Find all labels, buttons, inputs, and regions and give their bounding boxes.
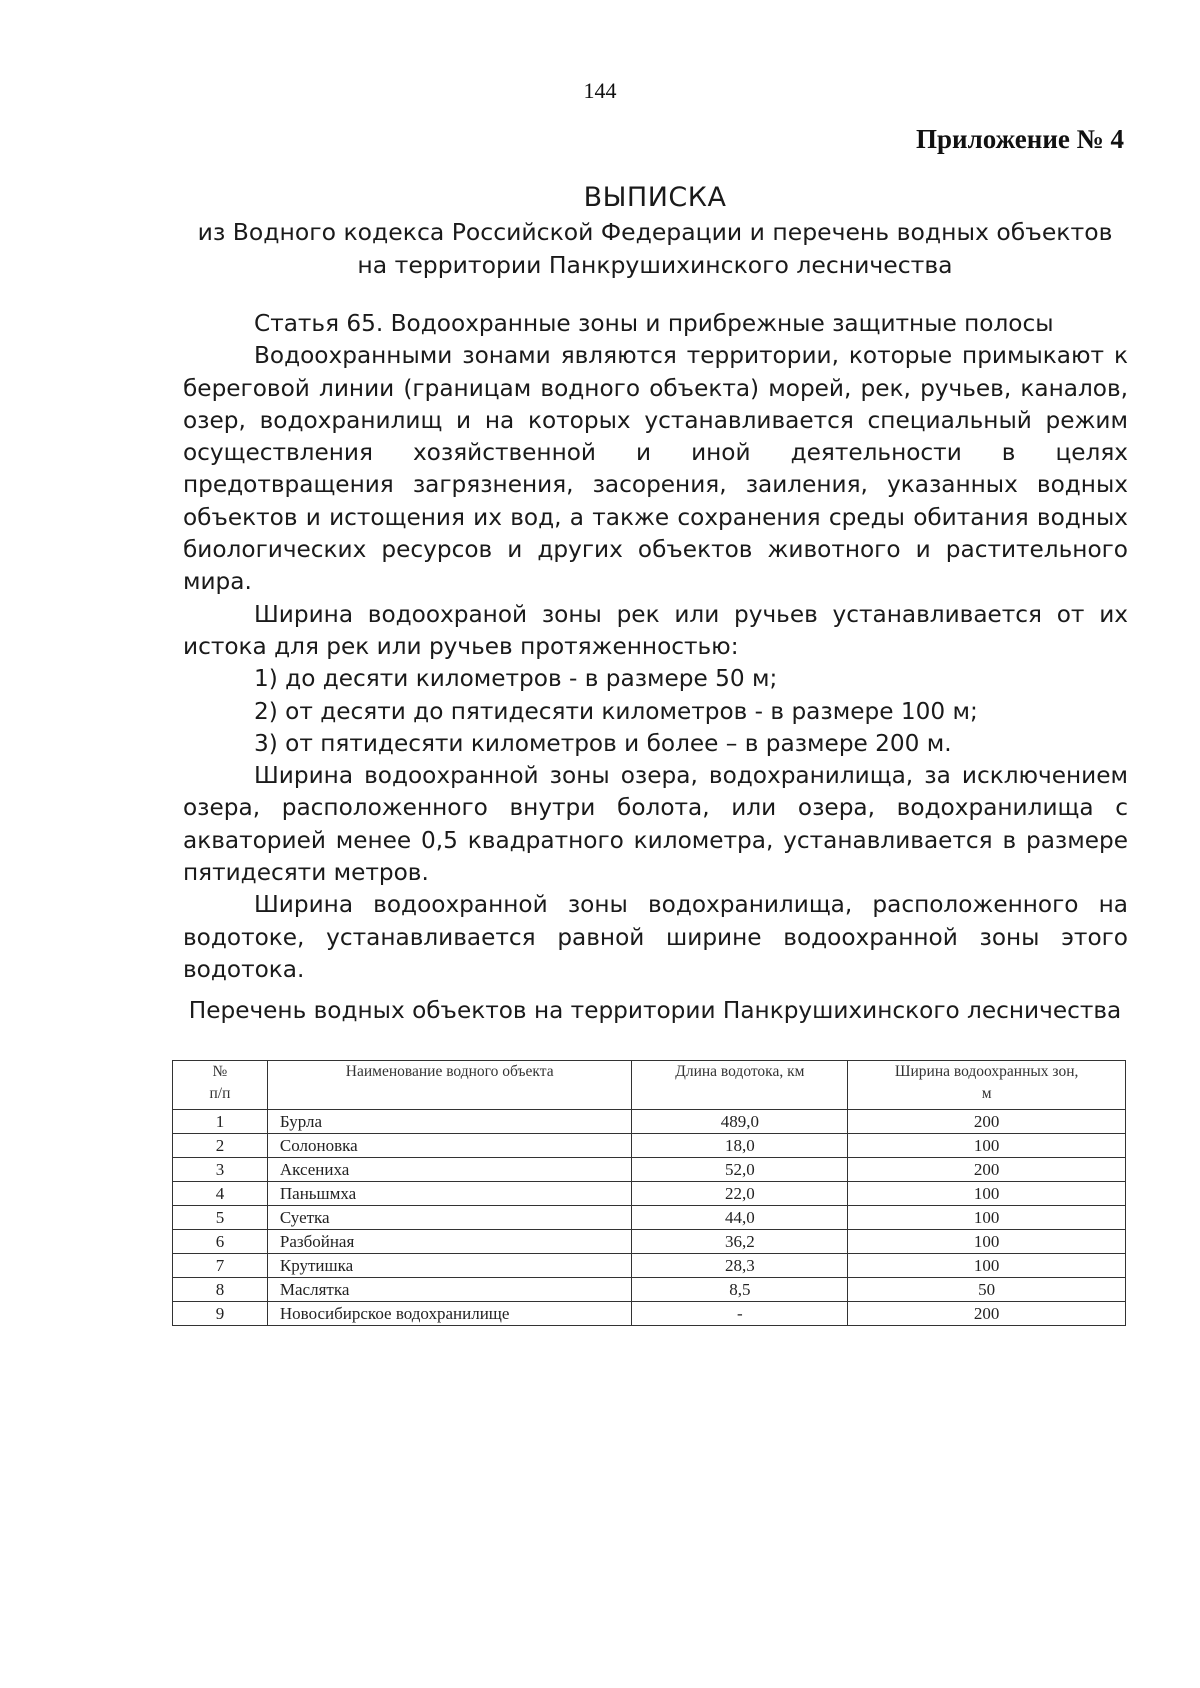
cell-name: Бурла (267, 1110, 632, 1134)
cell-width: 100 (848, 1134, 1126, 1158)
header-length: Длина водотока, км (632, 1061, 848, 1110)
cell-name: Новосибирское водохранилище (267, 1302, 632, 1326)
paragraph-1: Водоохранными зонами являются территории, которые примыкают к береговой линии (границам водного объекта) морей, рек, ручьев, каналов, озер, водохранилищ и на которых устанавливается специальный режим осуществления хозяйственной и иной деятельности в целях предотвращения загрязнения, засорения, заиления, указанных водных объектов и истощения их вод, а также сохранения среды обитания водных биологических ресурсов и других объектов животного и растительного мира. (183, 342, 1128, 596)
table-row (173, 1158, 1126, 1182)
cell-width: 200 (848, 1302, 1126, 1326)
list-item-3: 3) от пятидесяти километров и более – в размере 200 м. (254, 729, 952, 757)
cell-width: 200 (848, 1158, 1126, 1182)
table-header-row (173, 1061, 1126, 1110)
table-row (173, 1230, 1126, 1254)
cell-width: 50 (848, 1278, 1126, 1302)
header-num (173, 1061, 268, 1110)
water-objects-table (172, 1060, 1126, 1326)
cell-width: 200 (848, 1110, 1126, 1134)
list-item-1: 1) до десяти километров - в размере 50 м; (254, 665, 778, 693)
cell-length: - (632, 1302, 848, 1326)
header-num-line1: № (212, 1063, 228, 1080)
paragraph-2: Ширина водоохраной зоны рек или ручьев устанавливается от их истока для рек или ручьев протяженностью: (183, 600, 1128, 660)
paragraph-3: Ширина водоохранной зоны озера, водохранилища, за исключением озера, расположенного внутри болота, или озера, водохранилища с акваторией менее 0,5 квадратного километра, устанавливается в размере пятидесяти метров. (183, 762, 1128, 887)
title-line-3: на территории Панкрушихинского лесничества (357, 251, 953, 279)
paragraph-4: Ширина водоохранной зоны водохранилища, расположенного на водотоке, устанавливается равной ширине водоохранной зоны этого водотока. (183, 891, 1128, 983)
title-line-1: ВЫПИСКА (583, 182, 727, 213)
cell-length: 489,0 (632, 1110, 848, 1134)
cell-num: 9 (173, 1302, 268, 1326)
cell-num: 6 (173, 1230, 268, 1254)
cell-length: 18,0 (632, 1134, 848, 1158)
cell-width: 100 (848, 1230, 1126, 1254)
cell-width: 100 (848, 1254, 1126, 1278)
cell-length: 8,5 (632, 1278, 848, 1302)
article-body (183, 308, 1128, 986)
cell-length: 44,0 (632, 1206, 848, 1230)
table-row (173, 1206, 1126, 1230)
article-heading: Статья 65. Водоохранные зоны и прибрежные защитные полосы (254, 310, 1054, 337)
cell-length: 52,0 (632, 1158, 848, 1182)
cell-name: Разбойная (267, 1230, 632, 1254)
document-title (180, 180, 1130, 282)
header-width (848, 1061, 1126, 1110)
header-width-line1: Ширина водоохранных зон, (894, 1063, 1079, 1080)
table-row (173, 1134, 1126, 1158)
header-num-line2: п/п (209, 1085, 231, 1102)
cell-num: 2 (173, 1134, 268, 1158)
table-row (173, 1254, 1126, 1278)
table-row (173, 1302, 1126, 1326)
cell-width: 100 (848, 1206, 1126, 1230)
cell-name: Суетка (267, 1206, 632, 1230)
table-row (173, 1182, 1126, 1206)
list-item-2: 2) от десяти до пятидесяти километров - в размере 100 м; (254, 697, 978, 725)
table-row (173, 1278, 1126, 1302)
cell-name: Крутишка (267, 1254, 632, 1278)
cell-num: 1 (173, 1110, 268, 1134)
cell-name: Маслятка (267, 1278, 632, 1302)
cell-name: Паньшмха (267, 1182, 632, 1206)
table-row (173, 1110, 1126, 1134)
cell-name: Аксениха (267, 1158, 632, 1182)
page-number: 144 (583, 78, 617, 103)
cell-length: 22,0 (632, 1182, 848, 1206)
appendix-label: Приложение № 4 (916, 124, 1124, 154)
cell-num: 3 (173, 1158, 268, 1182)
cell-name: Солоновка (267, 1134, 632, 1158)
cell-num: 5 (173, 1206, 268, 1230)
cell-num: 4 (173, 1182, 268, 1206)
table-title: Перечень водных объектов на территории Панкрушихинского лесничества (188, 997, 1122, 1024)
title-line-2: из Водного кодекса Российской Федерации и перечень водных объектов (197, 218, 1113, 246)
header-name: Наименование водного объекта (267, 1061, 632, 1110)
cell-width: 100 (848, 1182, 1126, 1206)
cell-length: 28,3 (632, 1254, 848, 1278)
cell-num: 7 (173, 1254, 268, 1278)
header-width-line2: м (981, 1085, 992, 1102)
cell-length: 36,2 (632, 1230, 848, 1254)
cell-num: 8 (173, 1278, 268, 1302)
